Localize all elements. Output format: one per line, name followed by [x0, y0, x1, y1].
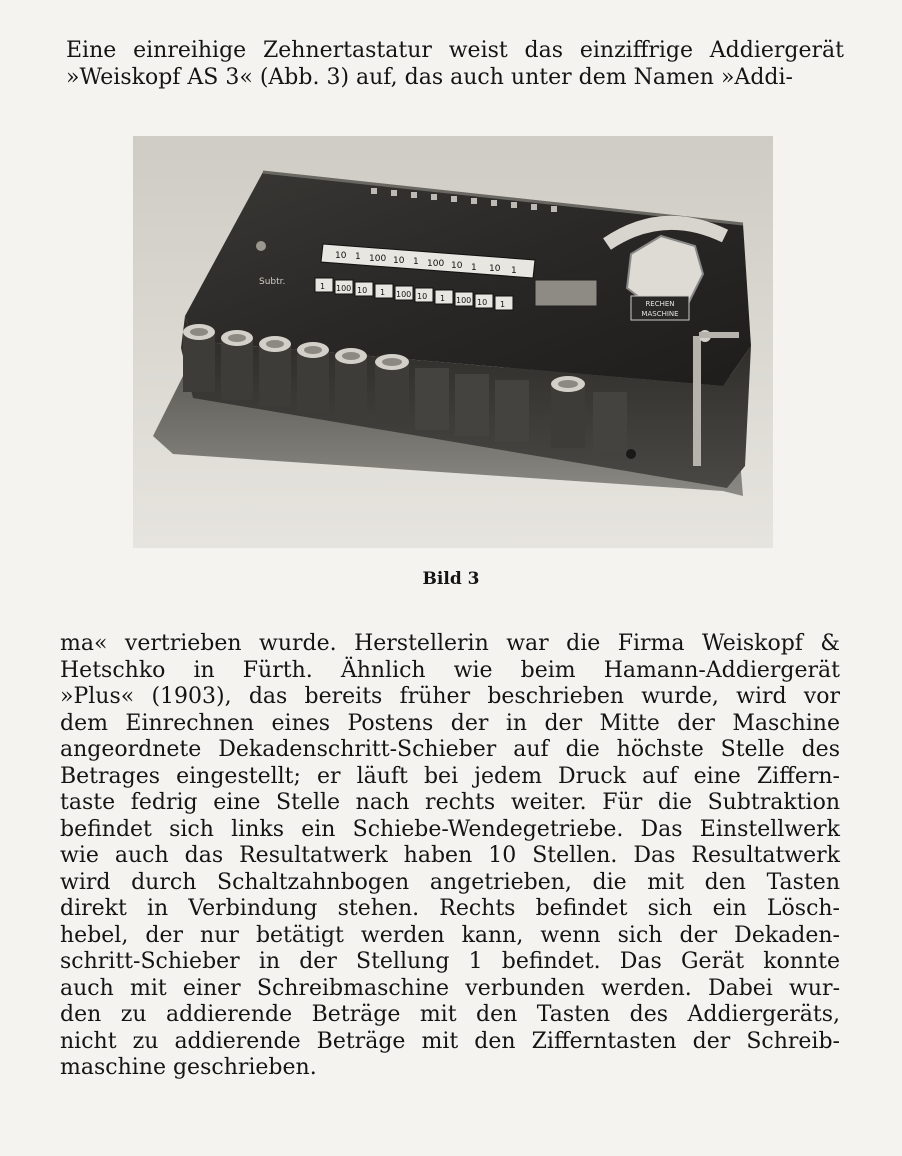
- dial-label: 1: [471, 263, 477, 273]
- body-paragraph: [60, 631, 840, 1082]
- setting-label: 100: [396, 290, 412, 299]
- dial-label: 10: [489, 264, 501, 274]
- figure-caption: Bild 3: [422, 569, 480, 589]
- setting-label: 10: [477, 298, 488, 307]
- key: [297, 342, 329, 412]
- logo-text: MASCHINE: [641, 310, 679, 318]
- setting-label: 1: [380, 288, 386, 297]
- dial-label: 1: [511, 266, 517, 276]
- text-line: »Plus« (1903), das bereits früher beschrieben wurde, wird vor: [60, 684, 840, 709]
- dial-label: 1: [355, 252, 361, 262]
- key: [375, 354, 409, 424]
- dial-label: 1: [413, 257, 419, 267]
- text-line: hebel, der nur betätigt werden kann, wenn sich der Dekaden-: [60, 922, 840, 948]
- text-line: Hetschko in Fürth. Ähnlich wie beim Hamann-Addiergerät: [60, 657, 840, 683]
- key: [551, 376, 585, 448]
- switch-knob: [256, 241, 266, 251]
- logo-text: RECHEN: [645, 300, 675, 308]
- dial-label: 10: [393, 256, 405, 266]
- text-line: Betrages eingestellt; er läuft bei jedem Druck auf eine Ziffern-: [60, 763, 840, 789]
- text-line: maschine geschrieben.: [60, 1055, 317, 1080]
- figure-photo-adding-machine: [133, 136, 773, 548]
- front-screw: [626, 449, 636, 459]
- key: [259, 336, 291, 406]
- setting-label: 1: [440, 294, 446, 303]
- setting-label: 10: [357, 286, 368, 295]
- dial-label: 100: [427, 259, 445, 269]
- dial-label: 10: [335, 251, 347, 261]
- text-line: auch mit einer Schreibmaschine verbunden werden. Dabei wur-: [60, 975, 840, 1001]
- dial-label: 100: [369, 254, 387, 264]
- setting-label: 100: [456, 296, 472, 305]
- text-line: nicht zu addierende Beträge mit den Zifferntasten der Schreib-: [60, 1028, 840, 1054]
- key-slot: [415, 368, 449, 430]
- decade-slider: [535, 280, 597, 306]
- adding-machine-photo: [133, 136, 773, 548]
- text-line: den zu addierende Beträge mit den Tasten des Addiergeräts,: [60, 1002, 840, 1027]
- text-line: »Weiskopf AS 3« (Abb. 3) auf, das auch unter dem Namen »Addi-: [66, 64, 793, 90]
- setting-label: 100: [336, 284, 352, 293]
- text-line: angeordnete Dekadenschritt-Schieber auf die höchste Stelle des: [60, 737, 840, 762]
- text-line: wird durch Schaltzahnbogen angetrieben, die mit den Tasten: [60, 869, 840, 895]
- switch-label: Subtr.: [259, 277, 286, 287]
- setting-label: 1: [500, 300, 506, 309]
- key-slot: [495, 380, 529, 442]
- setting-label: 1: [320, 282, 326, 291]
- key-slot: [455, 374, 489, 436]
- text-line: dem Einrechnen eines Postens der in der Mitte der Maschine: [60, 710, 840, 736]
- dial-label: 10: [451, 261, 463, 271]
- text-line: direkt in Verbindung stehen. Rechts befindet sich ein Lösch-: [60, 896, 840, 921]
- text-line: Eine einreihige Zehnertastatur weist das einziffrige Addiergerät: [66, 38, 844, 63]
- key: [335, 348, 367, 418]
- text-line: schritt-Schieber in der Stellung 1 befindet. Das Gerät konnte: [60, 949, 840, 974]
- text-line: befindet sich links ein Schiebe-Wendegetriebe. Das Einstellwerk: [60, 816, 840, 842]
- key-slot: [593, 392, 627, 454]
- key: [183, 324, 215, 392]
- intro-paragraph: [66, 38, 844, 91]
- text-line: taste fedrig eine Stelle nach rechts weiter. Für die Subtraktion: [60, 790, 840, 815]
- text-line: ma« vertrieben wurde. Herstellerin war die Firma Weiskopf &: [60, 631, 840, 656]
- text-line: wie auch das Resultatwerk haben 10 Stellen. Das Resultatwerk: [60, 843, 840, 868]
- key: [221, 330, 253, 400]
- setting-label: 10: [417, 292, 428, 301]
